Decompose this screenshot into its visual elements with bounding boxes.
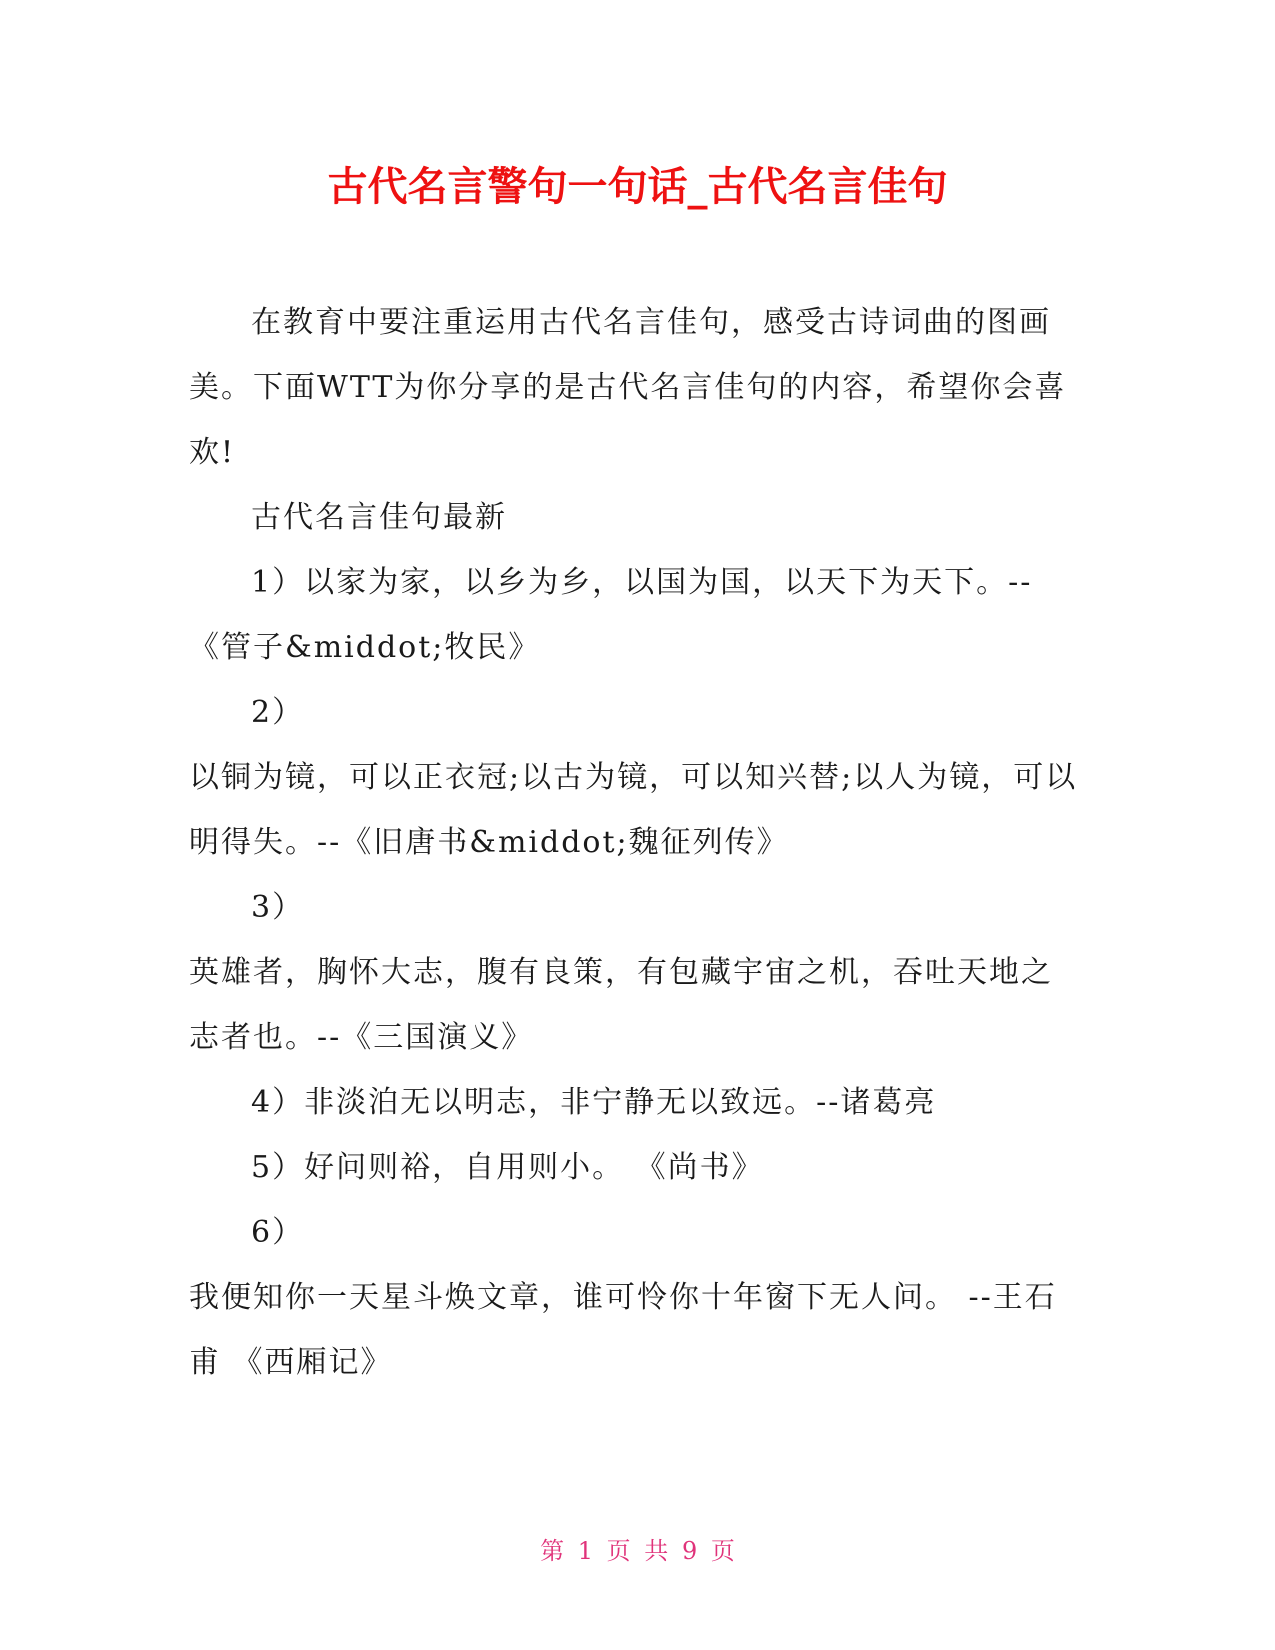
document-body	[189, 290, 1084, 1395]
paragraph-quote-5: 5）好问则裕，自用则小。 《尚书》	[251, 1150, 764, 1185]
paragraph-section-heading: 古代名言佳句最新	[251, 500, 507, 535]
paragraph-quote-6-text: 我便知你一天星斗焕文章，谁可怜你十年窗下无人问。 --王石甫 《西厢记》	[189, 1280, 1057, 1380]
paragraph-intro: 在教育中要注重运用古代名言佳句，感受古诗词曲的图画美。下面WTT为你分享的是古代名言佳句的内容，希望你会喜欢!	[189, 305, 1067, 470]
paragraph-quote-1: 1）以家为家，以乡为乡，以国为国，以天下为天下。--《管子&middot;牧民》	[189, 565, 1033, 665]
page-number-footer: 第 1 页 共 9 页	[540, 1537, 735, 1565]
paragraph-quote-3-number: 3）	[251, 890, 305, 925]
document-title: 古代名言警句一句话_古代名言佳句	[327, 164, 948, 210]
paragraph-quote-4: 4）非淡泊无以明志，非宁静无以致远。--诸葛亮	[251, 1085, 937, 1120]
paragraph-quote-6-number: 6）	[251, 1215, 305, 1250]
paragraph-quote-2-text: 以铜为镜，可以正衣冠;以古为镜，可以知兴替;以人为镜，可以明得失。--《旧唐书&middot;魏征列传》	[189, 760, 1078, 860]
paragraph-quote-2-number: 2）	[251, 695, 305, 730]
paragraph-quote-3-text: 英雄者，胸怀大志，腹有良策，有包藏宇宙之机，吞吐天地之志者也。--《三国演义》	[189, 955, 1053, 1055]
